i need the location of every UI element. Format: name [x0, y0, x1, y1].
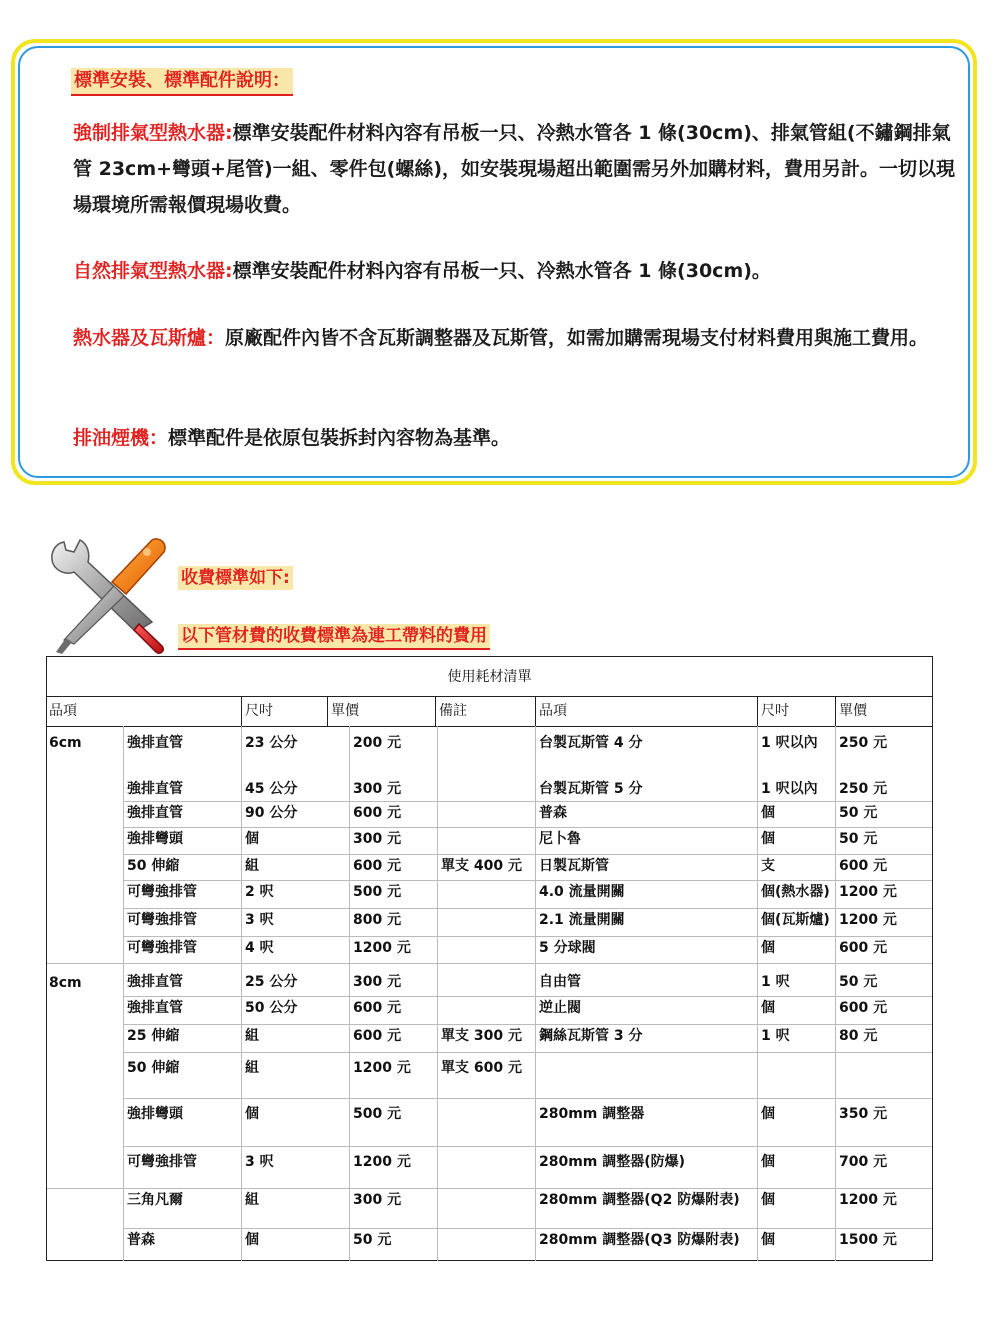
- table-rule: [123, 936, 932, 937]
- table-cell-note: 單支 300 元: [441, 1028, 522, 1044]
- table-cell-size: 個: [245, 1106, 259, 1122]
- table-rule: [123, 827, 932, 828]
- table-cell-size2: 1 呎: [761, 1028, 790, 1044]
- table-cell-item2: 台製瓦斯管 5 分: [539, 781, 643, 797]
- gas-label: 熱水器及瓦斯爐：: [73, 327, 226, 349]
- table-cell-price2: 50 元: [839, 974, 878, 990]
- group-label-8cm: 8cm: [49, 975, 82, 991]
- table-cell-price2: 80 元: [839, 1028, 878, 1044]
- table-cell-name: 普森: [127, 1232, 155, 1248]
- wrench-screwdriver-icon: [44, 532, 174, 657]
- table-rule: [47, 1188, 932, 1189]
- table-rule: [349, 726, 350, 1261]
- table-rule: [47, 726, 932, 727]
- table-cell-price2: 250 元: [839, 781, 888, 797]
- header-price2: 單價: [839, 703, 867, 719]
- table-cell-size: 25 公分: [245, 974, 298, 990]
- table-cell-price: 300 元: [353, 974, 402, 990]
- table-cell-size: 45 公分: [245, 781, 298, 797]
- table-cell-price2: 1200 元: [839, 1192, 897, 1208]
- table-cell-size: 4 呎: [245, 940, 274, 956]
- table-rule: [757, 696, 758, 726]
- header-size2: 尺吋: [761, 703, 789, 719]
- table-cell-price: 300 元: [353, 831, 402, 847]
- table-cell-size: 3 呎: [245, 912, 274, 928]
- table-rule: [123, 1024, 932, 1025]
- fee-standard-title: 收費標準如下:: [178, 566, 293, 590]
- natural-exhaust-text: 標準安裝配件材料內容有吊板一只、冷熱水管各 1 條(30cm)。: [232, 260, 771, 282]
- table-rule: [435, 696, 436, 726]
- table-cell-price2: 50 元: [839, 805, 878, 821]
- table-rule: [123, 1146, 932, 1147]
- table-cell-name: 可彎強排管: [127, 912, 197, 928]
- table-rule: [123, 801, 932, 802]
- table-cell-item2: 逆止閥: [539, 1000, 581, 1016]
- table-cell-name: 可彎強排管: [127, 884, 197, 900]
- table-cell-name: 強排直管: [127, 974, 183, 990]
- table-cell-name: 強排直管: [127, 805, 183, 821]
- table-cell-size: 組: [245, 1060, 259, 1076]
- table-cell-item2: 280mm 調整器(Q2 防爆附表): [539, 1192, 740, 1208]
- table-cell-price2: 250 元: [839, 735, 888, 751]
- table-cell-size2: 1 呎以內: [761, 781, 818, 797]
- table-cell-price: 50 元: [353, 1232, 392, 1248]
- table-cell-name: 50 伸縮: [127, 1060, 180, 1076]
- table-cell-size: 組: [245, 858, 259, 874]
- table-cell-size2: 1 呎以內: [761, 735, 818, 751]
- table-cell-size2: 1 呎: [761, 974, 790, 990]
- table-cell-name: 三角凡爾: [127, 1192, 183, 1208]
- table-cell-price: 300 元: [353, 1192, 402, 1208]
- table-cell-size: 23 公分: [245, 735, 298, 751]
- table-cell-note: 單支 600 元: [441, 1060, 522, 1076]
- forced-exhaust-text: 標準安裝配件材料內容有吊板一只、冷熱水管各 1 條(30cm)、排氣管組(不鏽鋼排氣管 23cm+彎頭+尾管)一組、零件包(螺絲)，如安裝現場超出範圍需另外加購材料，費用另計。一切以現場環境所需報價現場收費。: [73, 122, 956, 216]
- info-title: 標準安裝、標準配件說明：: [71, 68, 293, 96]
- table-cell-size: 組: [245, 1192, 259, 1208]
- table-rule: [835, 726, 836, 1261]
- table-cell-price: 1200 元: [353, 1060, 411, 1076]
- table-cell-size2: 個: [761, 805, 775, 821]
- group-label-6cm: 6cm: [49, 735, 82, 751]
- table-cell-item2: 2.1 流量開關: [539, 912, 625, 928]
- table-caption: 使用耗材清單: [447, 669, 532, 685]
- range-hood-label: 排油煙機：: [73, 427, 169, 449]
- table-cell-price2: 1200 元: [839, 912, 897, 928]
- table-cell-price2: 1200 元: [839, 884, 897, 900]
- table-cell-size: 90 公分: [245, 805, 298, 821]
- natural-exhaust-label: 自然排氣型熱水器:: [73, 260, 233, 282]
- table-rule: [123, 1052, 932, 1053]
- table-cell-item2: 自由管: [539, 974, 581, 990]
- range-hood-paragraph: [73, 420, 963, 456]
- header-size: 尺吋: [245, 703, 273, 719]
- table-cell-size2: 支: [761, 858, 775, 874]
- table-rule: [535, 696, 536, 726]
- table-cell-size: 個: [245, 1232, 259, 1248]
- header-item: 品項: [49, 703, 77, 719]
- table-cell-size2: 個(瓦斯爐): [761, 912, 830, 928]
- table-cell-name: 可彎強排管: [127, 1154, 197, 1170]
- table-cell-size: 2 呎: [245, 884, 274, 900]
- range-hood-text: 標準配件是依原包裝拆封內容物為基準。: [168, 427, 511, 449]
- table-cell-size2: 個: [761, 1106, 775, 1122]
- table-cell-price: 600 元: [353, 1028, 402, 1044]
- table-cell-item2: 5 分球閥: [539, 940, 596, 956]
- table-cell-size: 個: [245, 831, 259, 847]
- table-rule: [241, 726, 242, 1261]
- table-rule: [241, 696, 242, 726]
- table-cell-size: 組: [245, 1028, 259, 1044]
- table-rule: [123, 726, 124, 1261]
- table-cell-price: 1200 元: [353, 940, 411, 956]
- table-cell-item2: 280mm 調整器(Q3 防爆附表): [539, 1232, 740, 1248]
- table-cell-name: 50 伸縮: [127, 858, 180, 874]
- header-note: 備註: [439, 703, 467, 719]
- fee-standard-subtitle: 以下管材費的收費標準為連工帶料的費用: [178, 624, 490, 650]
- materials-table: [46, 656, 933, 1261]
- table-cell-size: 50 公分: [245, 1000, 298, 1016]
- table-cell-price: 600 元: [353, 858, 402, 874]
- forced-exhaust-paragraph: [73, 115, 963, 223]
- table-cell-price: 300 元: [353, 781, 402, 797]
- header-item2: 品項: [539, 703, 567, 719]
- table-cell-item2: 280mm 調整器: [539, 1106, 645, 1122]
- table-cell-name: 強排直管: [127, 735, 183, 751]
- table-cell-price: 1200 元: [353, 1154, 411, 1170]
- table-cell-size2: 個: [761, 1232, 775, 1248]
- table-cell-size2: 個: [761, 1000, 775, 1016]
- table-cell-price2: 350 元: [839, 1106, 888, 1122]
- table-cell-price: 500 元: [353, 1106, 402, 1122]
- header-price: 單價: [331, 703, 359, 719]
- table-rule: [47, 696, 932, 697]
- table-cell-name: 可彎強排管: [127, 940, 197, 956]
- table-cell-price: 500 元: [353, 884, 402, 900]
- table-cell-size2: 個: [761, 940, 775, 956]
- gas-paragraph: [73, 320, 963, 356]
- table-cell-price: 200 元: [353, 735, 402, 751]
- table-cell-price2: 50 元: [839, 831, 878, 847]
- table-cell-name: 強排直管: [127, 1000, 183, 1016]
- table-cell-item2: 280mm 調整器(防爆): [539, 1154, 686, 1170]
- table-cell-size2: 個: [761, 1192, 775, 1208]
- table-rule: [47, 963, 932, 964]
- table-rule: [123, 880, 932, 881]
- table-cell-price2: 700 元: [839, 1154, 888, 1170]
- table-cell-name: 強排彎頭: [127, 831, 183, 847]
- table-rule: [123, 854, 932, 855]
- table-rule: [123, 1228, 932, 1229]
- table-rule: [835, 696, 836, 726]
- table-cell-price: 600 元: [353, 805, 402, 821]
- table-rule: [757, 726, 758, 1261]
- table-cell-price2: 600 元: [839, 858, 888, 874]
- table-cell-price2: 600 元: [839, 940, 888, 956]
- table-cell-size: 3 呎: [245, 1154, 274, 1170]
- forced-exhaust-label: 強制排氣型熱水器:: [73, 122, 233, 144]
- table-cell-price2: 600 元: [839, 1000, 888, 1016]
- table-rule: [535, 726, 536, 1261]
- table-cell-price2: 1500 元: [839, 1232, 897, 1248]
- table-cell-price: 600 元: [353, 1000, 402, 1016]
- table-cell-item2: 鋼絲瓦斯管 3 分: [539, 1028, 643, 1044]
- table-rule: [123, 996, 932, 997]
- table-cell-price: 800 元: [353, 912, 402, 928]
- table-cell-size2: 個(熱水器): [761, 884, 830, 900]
- table-rule: [437, 726, 438, 1261]
- table-rule: [123, 1098, 932, 1099]
- table-rule: [327, 696, 328, 726]
- table-cell-name: 強排彎頭: [127, 1106, 183, 1122]
- table-cell-name: 強排直管: [127, 781, 183, 797]
- table-cell-item2: 4.0 流量開關: [539, 884, 625, 900]
- table-cell-item2: 普森: [539, 805, 567, 821]
- gas-text: 原廠配件內皆不含瓦斯調整器及瓦斯管，如需加購需現場支付材料費用與施工費用。: [225, 327, 929, 349]
- natural-exhaust-paragraph: [73, 253, 963, 289]
- table-rule: [123, 908, 932, 909]
- table-cell-item2: 尼卜魯: [539, 831, 581, 847]
- table-cell-size2: 個: [761, 831, 775, 847]
- table-cell-item2: 日製瓦斯管: [539, 858, 609, 874]
- table-cell-size2: 個: [761, 1154, 775, 1170]
- table-cell-name: 25 伸縮: [127, 1028, 180, 1044]
- table-cell-note: 單支 400 元: [441, 858, 522, 874]
- table-cell-item2: 台製瓦斯管 4 分: [539, 735, 643, 751]
